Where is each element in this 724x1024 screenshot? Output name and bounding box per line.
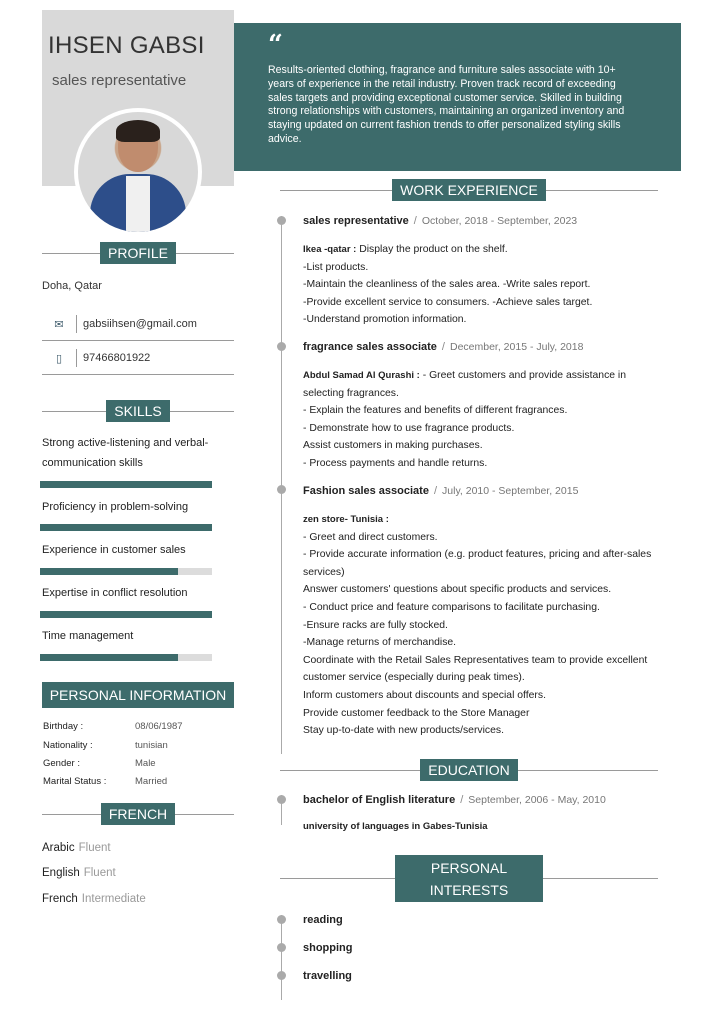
interest-item: shopping xyxy=(303,942,353,954)
info-value: Male xyxy=(135,758,156,769)
candidate-name: IHSEN GABSI xyxy=(48,32,205,59)
timeline-dot xyxy=(277,342,286,351)
timeline-dot xyxy=(277,971,286,980)
info-key: Birthday : xyxy=(43,721,84,732)
personal-info-heading: PERSONAL INFORMATION xyxy=(42,682,234,708)
skill-bar xyxy=(40,568,212,575)
skill-bar xyxy=(40,611,212,618)
interests-heading: PERSONAL INTERESTS xyxy=(395,855,543,902)
timeline-dot xyxy=(277,943,286,952)
timeline-dot xyxy=(277,485,286,494)
interest-item: travelling xyxy=(303,970,352,982)
skill-bar xyxy=(40,654,212,661)
language-item: French Intermediate xyxy=(42,893,146,905)
education-title: bachelor of English literature / September, 2006 - May, 2010 xyxy=(303,794,606,806)
info-key: Marital Status : xyxy=(43,776,107,787)
skill-label: Time management xyxy=(42,630,134,642)
info-value: tunisian xyxy=(135,740,168,751)
timeline-dot xyxy=(277,216,286,225)
envelope-icon: ✉ xyxy=(54,318,64,331)
skill-bar xyxy=(40,524,212,531)
skill-bar xyxy=(40,481,212,488)
interest-item: reading xyxy=(303,914,343,926)
profile-heading: PROFILE xyxy=(42,242,234,264)
language-item: English Fluent xyxy=(42,867,116,879)
skill-label: Proficiency in problem-solving xyxy=(42,501,189,513)
education-school: university of languages in Gabes-Tunisia xyxy=(303,821,488,832)
info-key: Nationality : xyxy=(43,740,93,751)
languages-heading: FRENCH xyxy=(42,803,234,825)
skill-label: Experience in customer sales xyxy=(42,544,186,556)
job-description: Ikea -qatar : Display the product on the shelf. -List products. -Maintain the cleanliness of the sales area. -Write sales report. -Provide excellent service to consumers. -Achieve sales target. -Understand promotion information. xyxy=(303,244,593,326)
language-item: Arabic Fluent xyxy=(42,842,111,854)
job-description: zen store- Tunisia : - Greet and direct customers. - Provide accurate information (e.g. product features, pricing and after-sales services) Answer customers' questions about specific products and services. - Conduct price and feature comparisons to facilitate purchasing. -Ensure racks are fully stocked. -Manage returns of merchandise. Coordinate with the Retail Sales Representatives team to provide excellent customer service (especially during peak times). Inform customers about discounts and special offers. Provide customer feedback to the Store Manager Stay up-to-date with new products/services. xyxy=(303,514,652,737)
job-title: Fashion sales associate / July, 2010 - September, 2015 xyxy=(303,485,579,497)
interests-timeline xyxy=(281,915,282,1000)
education-heading: EDUCATION xyxy=(280,759,658,781)
phone-icon: ▯ xyxy=(55,352,63,365)
summary-text: Results-oriented clothing, fragrance and furniture sales associate with 10+ years of experience in the retail industry. Proven track record of exceeding sales targets and providing exceptional customer service. Skilled in building strong relationships with customers, maintaining an organized inventory and staying updated on current fashion trends to offer personalized styling skills advice. xyxy=(268,64,625,145)
info-key: Gender : xyxy=(43,758,80,769)
timeline-dot xyxy=(277,915,286,924)
email-row[interactable] xyxy=(42,308,234,341)
phone-text: 97466801922 xyxy=(83,352,151,364)
profile-photo xyxy=(74,108,202,236)
skill-label: Expertise in conflict resolution xyxy=(42,587,188,599)
timeline-dot xyxy=(277,795,286,804)
work-heading: WORK EXPERIENCE xyxy=(280,179,658,201)
info-value: 08/06/1987 xyxy=(135,721,183,732)
info-value: Married xyxy=(135,776,168,787)
candidate-role: sales representative xyxy=(52,72,187,89)
job-description: Abdul Samad Al Qurashi : - Greet customers and provide assistance in selecting fragrances. - Explain the features and benefits of different fragrances. - Demonstrate how to use fragrance products. Assist customers in making purchases. - Process payments and handle returns. xyxy=(303,370,627,469)
email-text: gabsiihsen@gmail.com xyxy=(83,318,197,330)
job-title: fragrance sales associate / December, 2015 - July, 2018 xyxy=(303,341,584,353)
skill-label: Strong active-listening and verbal-communication skills xyxy=(42,437,209,469)
phone-row[interactable] xyxy=(42,342,234,375)
skills-heading: SKILLS xyxy=(42,400,234,422)
location-text: Doha, Qatar xyxy=(42,280,102,292)
job-title: sales representative / October, 2018 - September, 2023 xyxy=(303,215,578,227)
quote-icon: “ xyxy=(268,30,283,60)
